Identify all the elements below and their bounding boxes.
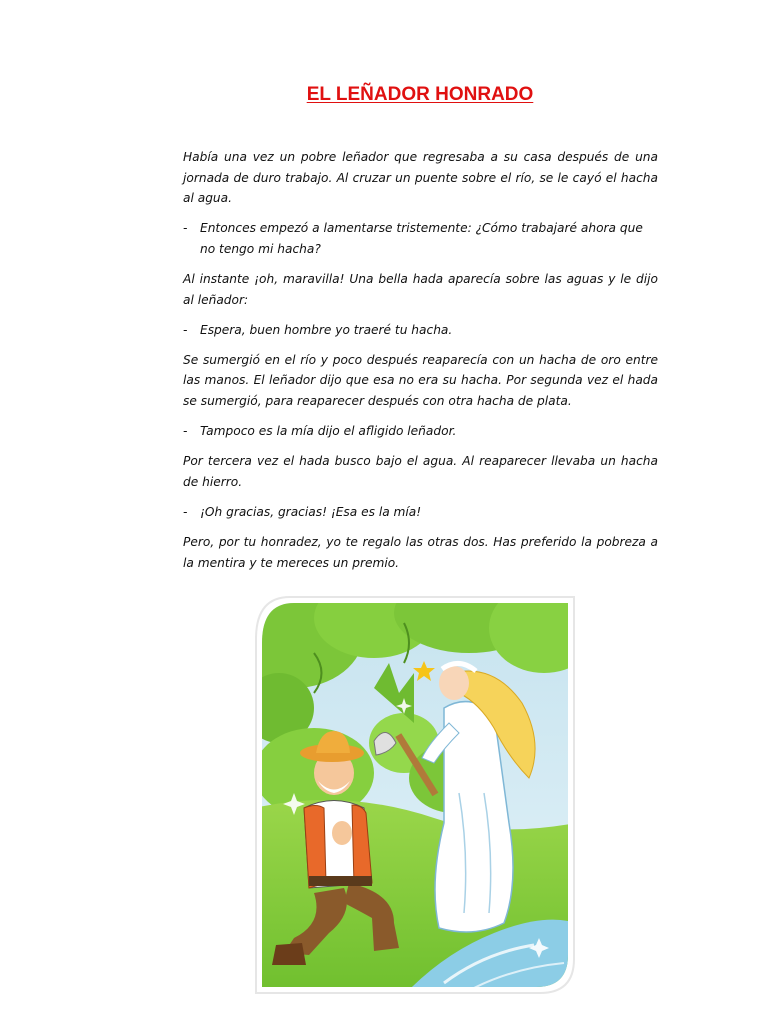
- dialog-line: [183, 502, 658, 523]
- story-paragraph: Se sumergió en el río y poco después reaparecía con un hacha de oro entre las manos. El leñador dijo que esa no era su hacha. Por segunda vez el hada se sumergió, para reaparecer después con otra hacha de plata.: [183, 352, 658, 408]
- story-paragraph: Por tercera vez el hada busco bajo el agua. Al reaparecer llevaba un hacha de hierro.: [183, 454, 658, 489]
- page-title: EL LEÑADOR HONRADO: [306, 84, 534, 105]
- dialog-line: [183, 320, 658, 341]
- story-paragraph: Al instante ¡oh, maravilla! Una bella hada aparecía sobre las aguas y le dijo al leñador:: [183, 271, 658, 307]
- dialog-dash: -: [183, 504, 188, 519]
- dialog-text: Espera, buen hombre yo traeré tu hacha.: [200, 322, 453, 337]
- story-paragraph: Pero, por tu honradez, yo te regalo las otras dos. Has preferido la pobreza a la mentira y te mereces un premio.: [183, 534, 658, 570]
- story-paragraph: Había una vez un pobre leñador que regresaba a su casa después de una jornada de duro trabajo. Al cruzar un puente sobre el río, se le cayó el hacha al agua.: [183, 150, 658, 206]
- dialog-text: ¡Oh gracias, gracias! ¡Esa es la mía!: [200, 504, 422, 519]
- dialog-line: [183, 421, 658, 442]
- dialog-dash: -: [183, 322, 188, 337]
- story-illustration: [254, 593, 576, 995]
- dialog-dash: -: [183, 221, 188, 236]
- story-body: [183, 147, 658, 583]
- dialog-line: [183, 218, 658, 259]
- dialog-text: Tampoco es la mía dijo el afligido leñador.: [200, 424, 457, 439]
- dialog-dash: -: [183, 424, 188, 439]
- dialog-text: Entonces empezó a lamentarse tristemente: ¿Cómo trabajaré ahora que no tengo mi hacha?: [200, 221, 643, 256]
